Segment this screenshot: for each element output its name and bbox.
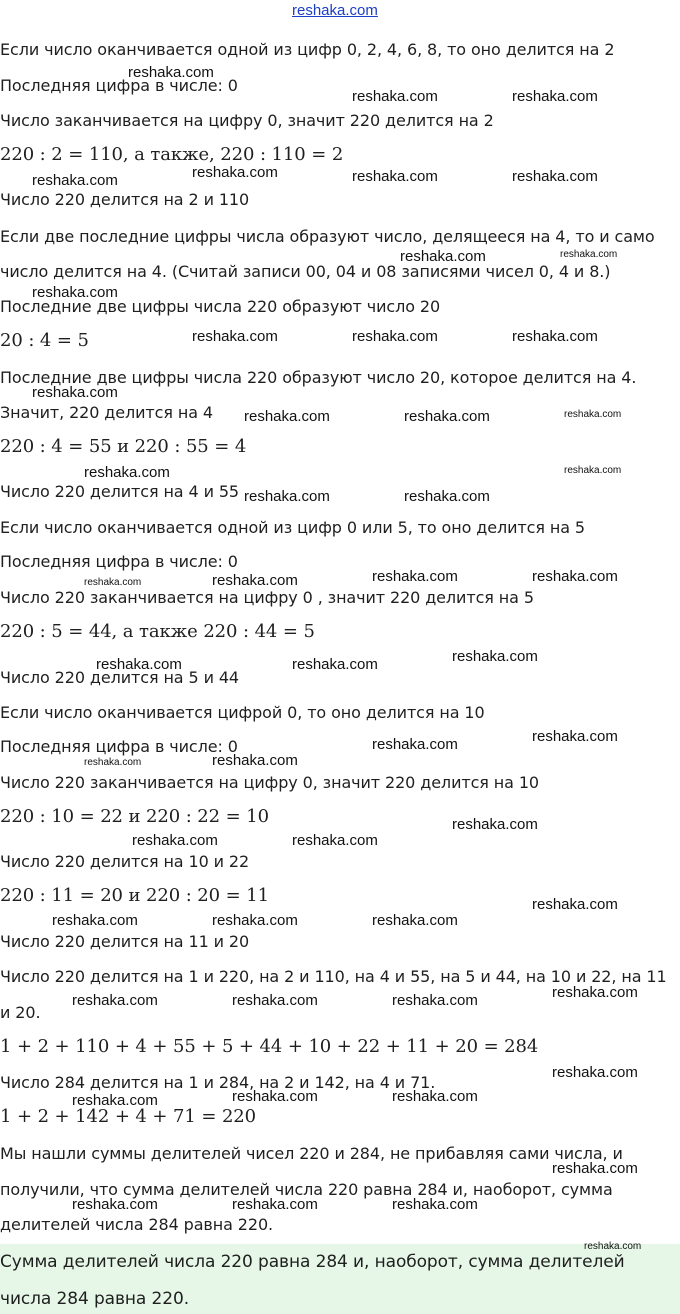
watermark: reshaka.com	[392, 1088, 478, 1105]
text-line: Последняя цифра в числе: 0	[0, 76, 238, 95]
watermark: reshaka.com	[32, 384, 118, 401]
text-line: число делится на 4. (Считай записи 00, 04 и 08 записями чисел 0, 4 и 8.)	[0, 262, 611, 281]
watermark: reshaka.com	[84, 464, 170, 481]
watermark: reshaka.com	[392, 992, 478, 1009]
equation-line: 220 : 4 = 55 и 220 : 55 = 4	[0, 436, 247, 457]
watermark: reshaka.com	[96, 656, 182, 673]
equation-line: 1 + 2 + 110 + 4 + 55 + 5 + 44 + 10 + 22 + 11 + 20 = 284	[0, 1036, 539, 1057]
site-link[interactable]: reshaka.com	[292, 2, 378, 19]
equation-line: 220 : 10 = 22 и 220 : 22 = 10	[0, 806, 269, 827]
equation-line: 220 : 5 = 44, а также 220 : 44 = 5	[0, 621, 315, 642]
equation-line: 1 + 2 + 142 + 4 + 71 = 220	[0, 1106, 257, 1127]
watermark: reshaka.com	[232, 992, 318, 1009]
text-line: делителей числа 284 равна 220.	[0, 1215, 274, 1234]
watermark: reshaka.com	[352, 328, 438, 345]
equation-line: 220 : 11 = 20 и 220 : 20 = 11	[0, 885, 269, 906]
text-line: Число 220 заканчивается на цифру 0 , значит 220 делится на 5	[0, 588, 534, 607]
watermark: reshaka.com	[352, 168, 438, 185]
text-line: Число 220 делится на 4 и 55	[0, 482, 240, 501]
text-line: Последние две цифры числа 220 образуют число 20, которое делится на 4.	[0, 368, 637, 387]
text-line: Если число оканчивается одной из цифр 0, 2, 4, 6, 8, то оно делится на 2	[0, 40, 615, 59]
watermark: reshaka.com	[232, 1088, 318, 1105]
text-line: Последняя цифра в числе: 0	[0, 552, 238, 571]
watermark: reshaka.com	[552, 1064, 638, 1081]
watermark: reshaka.com	[192, 164, 278, 181]
equation-line: 220 : 2 = 110, а также, 220 : 110 = 2	[0, 144, 344, 165]
watermark: reshaka.com	[232, 1196, 318, 1213]
watermark: reshaka.com	[392, 1196, 478, 1213]
watermark: reshaka.com	[404, 408, 490, 425]
watermark: reshaka.com	[192, 328, 278, 345]
watermark: reshaka.com	[72, 1092, 158, 1109]
watermark: reshaka.com	[404, 488, 490, 505]
text-line: Значит, 220 делится на 4	[0, 403, 213, 422]
text-line: Мы нашли суммы делителей чисел 220 и 284, не прибавляя сами числа, и	[0, 1144, 623, 1163]
answer-line: числа 284 равна 220.	[0, 1289, 189, 1309]
text-line: Число заканчивается на цифру 0, значит 220 делится на 2	[0, 111, 494, 130]
watermark: reshaka.com	[560, 249, 618, 260]
watermark: reshaka.com	[212, 572, 298, 589]
text-line: Число 220 делится на 10 и 22	[0, 852, 250, 871]
watermark: reshaka.com	[512, 168, 598, 185]
text-line: получили, что сумма делителей числа 220 равна 284 и, наоборот, сумма	[0, 1180, 613, 1199]
watermark: reshaka.com	[84, 577, 142, 588]
watermark: reshaka.com	[532, 728, 618, 745]
watermark: reshaka.com	[372, 568, 458, 585]
watermark: reshaka.com	[532, 568, 618, 585]
answer-box	[0, 1244, 680, 1314]
text-line: Число 220 делится на 1 и 220, на 2 и 110, на 4 и 55, на 5 и 44, на 10 и 22, на 11	[0, 967, 667, 986]
text-line: Последняя цифра в числе: 0	[0, 737, 238, 756]
watermark: reshaka.com	[564, 409, 622, 420]
text-line: Число 284 делится на 1 и 284, на 2 и 142, на 4 и 71.	[0, 1073, 436, 1092]
watermark: reshaka.com	[372, 912, 458, 929]
watermark: reshaka.com	[72, 1196, 158, 1213]
watermark: reshaka.com	[584, 1241, 642, 1252]
watermark: reshaka.com	[32, 172, 118, 189]
watermark: reshaka.com	[212, 752, 298, 769]
watermark: reshaka.com	[52, 912, 138, 929]
text-line: Число 220 заканчивается на цифру 0, значит 220 делится на 10	[0, 773, 540, 792]
equation-line: 20 : 4 = 5	[0, 330, 89, 351]
watermark: reshaka.com	[512, 328, 598, 345]
text-line: Число 220 делится на 2 и 110	[0, 190, 250, 209]
watermark: reshaka.com	[552, 1160, 638, 1177]
watermark: reshaka.com	[84, 757, 142, 768]
watermark: reshaka.com	[72, 992, 158, 1009]
watermark: reshaka.com	[132, 832, 218, 849]
text-line: и 20.	[0, 1003, 41, 1022]
watermark: reshaka.com	[244, 488, 330, 505]
text-line: Если две последние цифры числа образуют число, делящееся на 4, то и само	[0, 227, 655, 246]
text-line: Последние две цифры числа 220 образуют число 20	[0, 297, 441, 316]
watermark: reshaka.com	[512, 88, 598, 105]
watermark: reshaka.com	[292, 832, 378, 849]
watermark: reshaka.com	[452, 816, 538, 833]
text-line: Число 220 делится на 5 и 44	[0, 668, 240, 687]
watermark: reshaka.com	[532, 896, 618, 913]
watermark: reshaka.com	[372, 736, 458, 753]
answer-line: Сумма делителей числа 220 равна 284 и, наоборот, сумма делителей	[0, 1252, 625, 1272]
watermark: reshaka.com	[244, 408, 330, 425]
watermark: reshaka.com	[352, 88, 438, 105]
watermark: reshaka.com	[564, 465, 622, 476]
watermark: reshaka.com	[452, 648, 538, 665]
watermark: reshaka.com	[552, 984, 638, 1001]
watermark: reshaka.com	[128, 64, 214, 81]
watermark: reshaka.com	[400, 248, 486, 265]
text-line: Число 220 делится на 11 и 20	[0, 932, 250, 951]
watermark: reshaka.com	[292, 656, 378, 673]
watermark: reshaka.com	[32, 284, 118, 301]
text-line: Если число оканчивается одной из цифр 0 или 5, то оно делится на 5	[0, 518, 585, 537]
text-line: Если число оканчивается цифрой 0, то оно делится на 10	[0, 703, 485, 722]
watermark: reshaka.com	[212, 912, 298, 929]
